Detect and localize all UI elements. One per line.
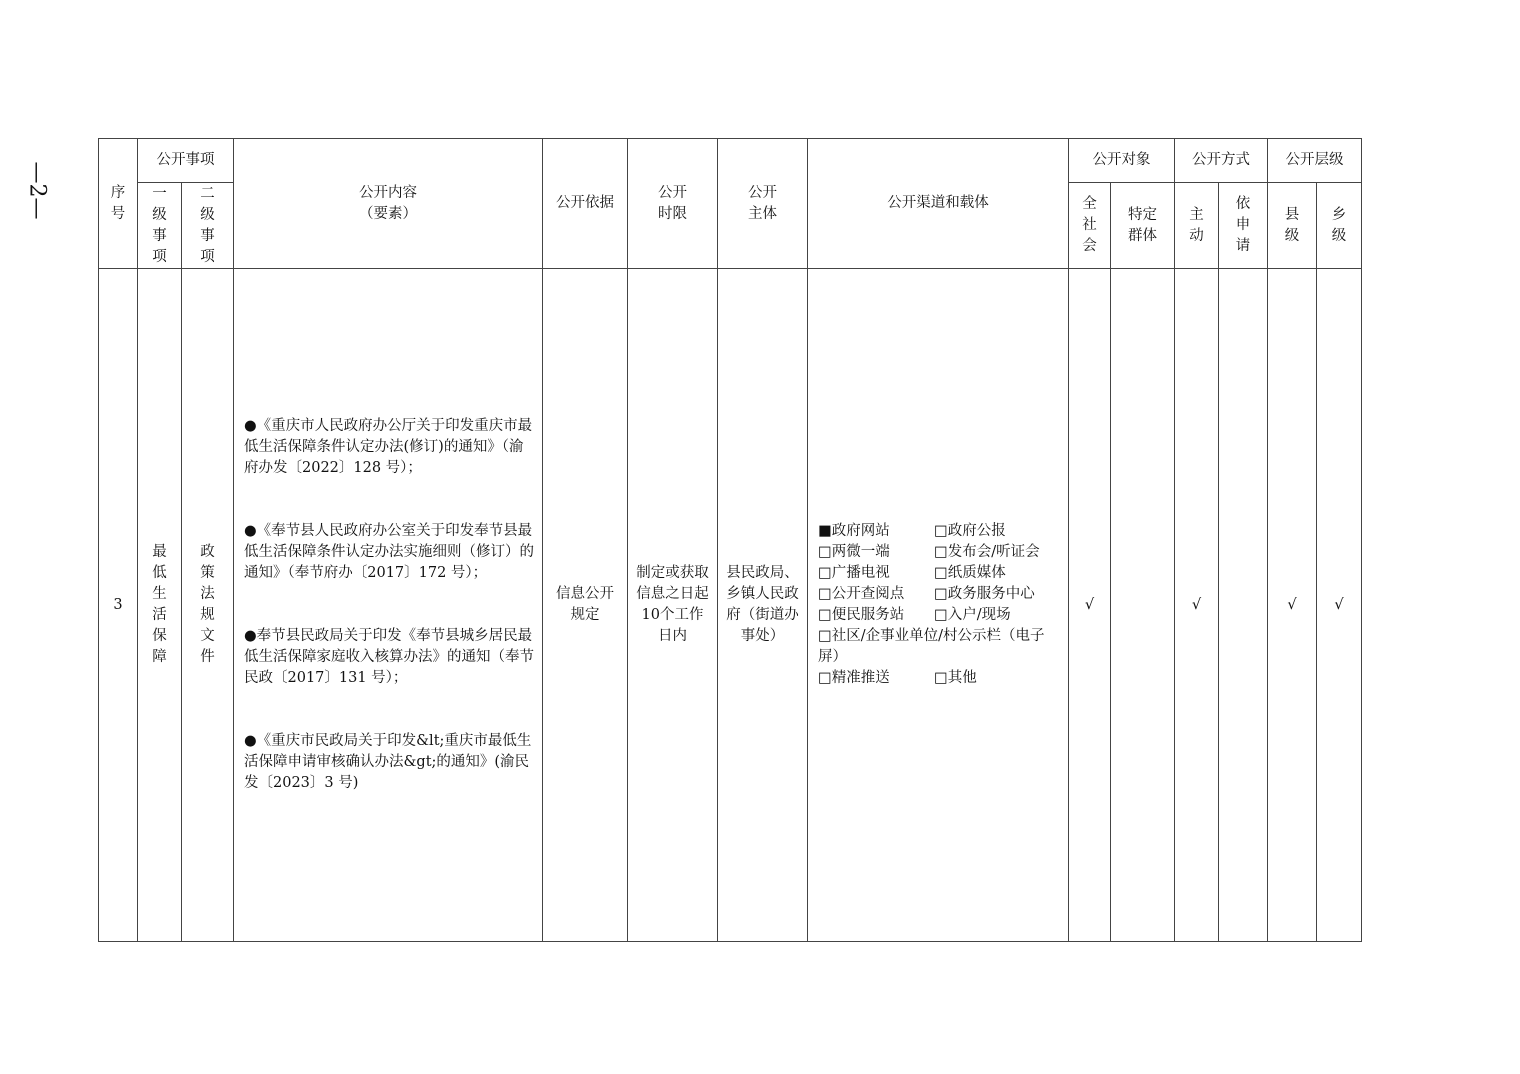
header-serial-text: 序号 (110, 184, 126, 222)
cell-target-all: √ (1069, 269, 1111, 942)
cell-level1 (138, 269, 182, 942)
header-target-specific-text: 特定群体 (1128, 206, 1157, 244)
cell-content (234, 269, 543, 942)
channel-list (818, 521, 1058, 689)
cell-basis: 信息公开规定 (543, 269, 628, 942)
header-target-specific (1111, 183, 1175, 269)
cell-method-active: √ (1175, 269, 1219, 942)
header-level-group: 公开层级 (1268, 139, 1362, 183)
content-item-3: ●奉节县民政局关于印发《奉节县城乡居民最低生活保障家庭收入核算办法》的通知（奉节民政〔2017〕131 号）； (244, 628, 534, 686)
content-item-1: ●《重庆市人民政府办公厅关于印发重庆市最低生活保障条件认定办法(修订)的通知》（渝府办发〔2022〕128 号）； (244, 418, 533, 476)
header-level-township (1317, 183, 1362, 269)
header-level-county (1268, 183, 1317, 269)
header-matter-group: 公开事项 (138, 139, 234, 183)
header-content-line1: 公开内容 (359, 184, 417, 201)
header-content (234, 139, 543, 269)
header-method-active (1175, 183, 1219, 269)
header-method-group: 公开方式 (1175, 139, 1268, 183)
header-time-limit (628, 139, 718, 269)
channel-item: ■政府网站 (818, 523, 890, 539)
cell-subject: 县民政局、乡镇人民政府（街道办事处） (718, 269, 808, 942)
channel-item: □发布会/听证会 (934, 544, 1040, 560)
header-target-all (1069, 183, 1111, 269)
header-level2 (182, 183, 234, 269)
header-target-all-text: 全社会 (1082, 196, 1097, 254)
channel-item: □纸质媒体 (934, 565, 1006, 581)
cell-level2-text: 政策法规文件 (200, 544, 215, 665)
channel-item: □精准推送 (818, 670, 890, 686)
header-method-active-text: 主动 (1189, 206, 1204, 244)
cell-level-county: √ (1268, 269, 1317, 942)
header-level-county-text: 县级 (1284, 206, 1300, 244)
channel-item: □入户/现场 (934, 607, 1011, 623)
header-channels: 公开渠道和载体 (808, 139, 1069, 269)
channel-item: □社区/企事业单位/村公示栏（电子屏） (818, 628, 1045, 665)
channel-item: □政府公报 (934, 523, 1006, 539)
channel-item: □便民服务站 (818, 607, 905, 623)
cell-time-limit: 制定或获取信息之日起10个工作日内 (628, 269, 718, 942)
cell-level-township: √ (1317, 269, 1362, 942)
header-time-limit-line1: 公开 (658, 184, 687, 201)
header-level1 (138, 183, 182, 269)
header-subject (718, 139, 808, 269)
header-method-request-text: 依申请 (1235, 196, 1251, 254)
content-item-4: ●《重庆市民政局关于印发&lt;重庆市最低生活保障申请审核确认办法&gt;的通知》(渝民发〔2023〕3 号) (244, 733, 532, 791)
page-number-text: —2— (24, 161, 50, 219)
header-subject-line1: 公开 (748, 184, 777, 201)
header-basis: 公开依据 (543, 139, 628, 269)
header-subject-line2: 主体 (748, 205, 777, 222)
header-level1-text: 一级事项 (152, 185, 167, 265)
cell-method-request (1219, 269, 1268, 942)
disclosure-table (98, 138, 1362, 942)
header-content-line2: （要素） (359, 205, 417, 222)
channel-item: □公开查阅点 (818, 586, 905, 602)
cell-serial: 3 (99, 269, 138, 942)
channel-item: □广播电视 (818, 565, 890, 581)
header-serial (99, 139, 138, 269)
page-number (22, 150, 52, 230)
channel-item: □其他 (934, 670, 977, 686)
cell-channels (808, 269, 1069, 942)
cell-target-specific (1111, 269, 1175, 942)
header-level2-text: 二级事项 (200, 185, 215, 265)
cell-level1-text: 最低生活保障 (152, 544, 167, 665)
header-level-township-text: 乡级 (1331, 206, 1347, 244)
channel-item: □两微一端 (818, 544, 890, 560)
cell-level2 (182, 269, 234, 942)
content-item-2: ●《奉节县人民政府办公室关于印发奉节县最低生活保障条件认定办法实施细则（修订）的通知》（奉节府办〔2017〕172 号）； (244, 523, 534, 581)
header-target-group: 公开对象 (1069, 139, 1175, 183)
table-row (99, 269, 1362, 942)
channel-item: □政务服务中心 (934, 586, 1035, 602)
header-method-request (1219, 183, 1268, 269)
header-time-limit-line2: 时限 (658, 205, 687, 222)
